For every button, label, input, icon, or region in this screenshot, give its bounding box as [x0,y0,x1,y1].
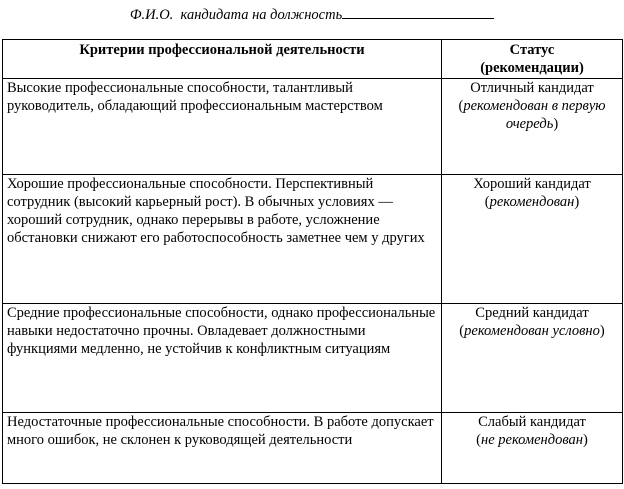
criteria-cell: Средние профессиональные способности, однако профессиональные навыки недостаточно прочны. Овладевает должностными функциями медленно, не устойчив к конфликтным ситуациям [3,304,442,413]
status-cell: Отличный кандидат (рекомендован в первую очередь) [442,79,623,175]
recommendation-label: рекомендован в первую очередь [463,98,606,132]
candidate-name-label: Ф.И.О. кандидата на должность [129,7,343,23]
candidate-name-heading [0,4,624,24]
status-label: Хороший кандидат [473,176,591,192]
status-cell: Средний кандидат (рекомендован условно) [442,304,623,413]
status-label: Средний кандидат [475,305,589,321]
status-label: Слабый кандидат [478,414,586,430]
status-header-line1: Статус [509,42,555,58]
criteria-cell: Высокие профессиональные способности, талантливый руководитель, обладающий профессиональным мастерством [3,79,442,175]
criteria-table [2,39,623,484]
table-row [3,304,623,413]
status-column-header [442,40,623,79]
status-cell: Слабый кандидат (не рекомендован) [442,413,623,484]
candidate-name-blank-line[interactable] [342,4,494,19]
table-row [3,413,623,484]
status-label: Отличный кандидат [470,80,594,96]
criteria-cell: Недостаточные профессиональные способности. В работе допускает много ошибок, не склонен к руководящей деятельности [3,413,442,484]
criteria-cell: Хорошие профессиональные способности. Перспективный сотрудник (высокий карьерный рост). В обычных условиях — хороший сотрудник, однако перерывы в работе, усложнение обстановки снижают его работоспособность заметнее чем у других [3,175,442,304]
status-cell: Хороший кандидат (рекомендован) [442,175,623,304]
recommendation-label: рекомендован условно [464,323,600,339]
table-row [3,175,623,304]
criteria-column-header: Критерии профессиональной деятельности [3,40,442,79]
table-header-row [3,40,623,79]
recommendation-label: не рекомендован [481,432,583,448]
status-header-line2: (рекомендации) [480,60,584,76]
recommendation-label: рекомендован [489,194,575,210]
table-row [3,79,623,175]
